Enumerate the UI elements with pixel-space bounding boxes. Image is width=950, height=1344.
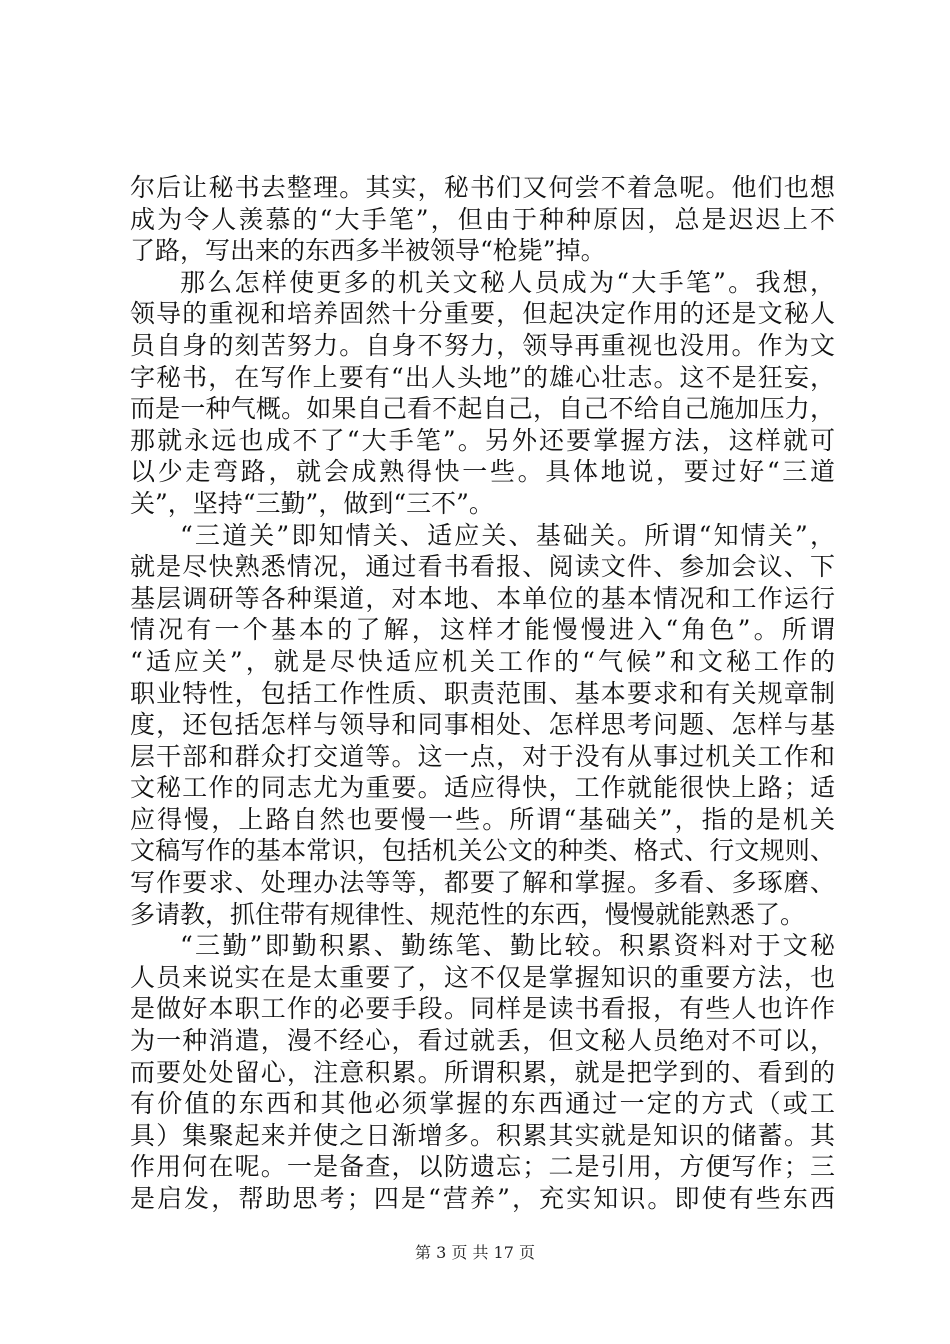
text-line: 应得慢，上路自然也要慢一些。所谓“基础关”，指的是机关	[130, 804, 835, 834]
text-line: 以少走弯路，就会成熟得快一些。具体地说，要过好“三道	[130, 457, 835, 487]
text-line: 字秘书，在写作上要有“出人头地”的雄心壮志。这不是狂妄，	[130, 362, 835, 392]
text-line: 文稿写作的基本常识，包括机关公文的种类、格式、行文规则、	[130, 836, 835, 866]
text-line: 多请教，抓住带有规律性、规范性的东西，慢慢就能熟悉了。	[130, 899, 806, 929]
text-line: 具）集聚起来并使之日渐增多。积累其实就是知识的储蓄。其	[130, 1120, 835, 1150]
text-line: 写作要求、处理办法等等，都要了解和掌握。多看、多琢磨、	[130, 868, 835, 898]
text-line: 基层调研等各种渠道，对本地、本单位的基本情况和工作运行	[130, 583, 835, 613]
text-line: 文秘工作的同志尤为重要。适应得快，工作就能很快上路；适	[130, 773, 835, 803]
text-line: 是做好本职工作的必要手段。同样是读书看报，有些人也许作	[130, 994, 835, 1024]
text-line: 尔后让秘书去整理。其实，秘书们又何尝不着急呢。他们也想	[130, 173, 835, 202]
text-line: 为一种消遣，漫不经心，看过就丢，但文秘人员绝对不可以，	[130, 1026, 835, 1056]
text-line: 度，还包括怎样与领导和同事相处、怎样思考问题、怎样与基	[130, 710, 835, 740]
text-line: “适应关”，就是尽快适应机关工作的“气候”和文秘工作的	[130, 646, 835, 676]
text-line: 那么怎样使更多的机关文秘人员成为“大手笔”。我想，	[180, 267, 835, 297]
text-line: 而要处处留心，注意积累。所谓积累，就是把学到的、看到的	[130, 1057, 835, 1087]
text-line: 成为令人羡慕的“大手笔”，但由于种种原因，总是迟迟上不	[130, 204, 835, 234]
text-line: 关”，坚持“三勤”，做到“三不”。	[130, 488, 494, 518]
body-text	[130, 172, 835, 1215]
text-line: 有价值的东西和其他必须掌握的东西通过一定的方式（或工	[130, 1089, 835, 1119]
text-line: 而是一种气概。如果自己看不起自己，自己不给自己施加压力，	[130, 394, 835, 424]
text-line: 就是尽快熟悉情况，通过看书看报、阅读文件、参加会议、下	[130, 552, 835, 582]
text-line: 层干部和群众打交道等。这一点，对于没有从事过机关工作和	[130, 741, 835, 771]
text-line: 员自身的刻苦努力。自身不努力，领导再重视也没用。作为文	[130, 330, 835, 360]
text-line: 作用何在呢。一是备查，以防遗忘；二是引用，方便写作；三	[130, 1152, 835, 1182]
text-line: 是启发，帮助思考；四是“营养”，充实知识。即使有些东西	[130, 1184, 835, 1213]
text-line: “三勤”即勤积累、勤练笔、勤比较。积累资料对于文秘	[180, 931, 835, 961]
text-line: 领导的重视和培养固然十分重要，但起决定作用的还是文秘人	[130, 299, 835, 329]
page-number-footer: 第 3 页 共 17 页	[415, 1243, 535, 1262]
text-line: 情况有一个基本的了解，这样才能慢慢进入“角色”。所谓	[130, 615, 835, 645]
text-line: 那就永远也成不了“大手笔”。另外还要掌握方法，这样就可	[130, 425, 835, 455]
text-line: “三道关”即知情关、适应关、基础关。所谓“知情关”，	[180, 520, 835, 550]
text-line: 了路，写出来的东西多半被领导“枪毙”掉。	[130, 236, 606, 266]
text-line: 人员来说实在是太重要了，这不仅是掌握知识的重要方法，也	[130, 962, 835, 992]
text-line: 职业特性，包括工作性质、职责范围、基本要求和有关规章制	[130, 678, 835, 708]
